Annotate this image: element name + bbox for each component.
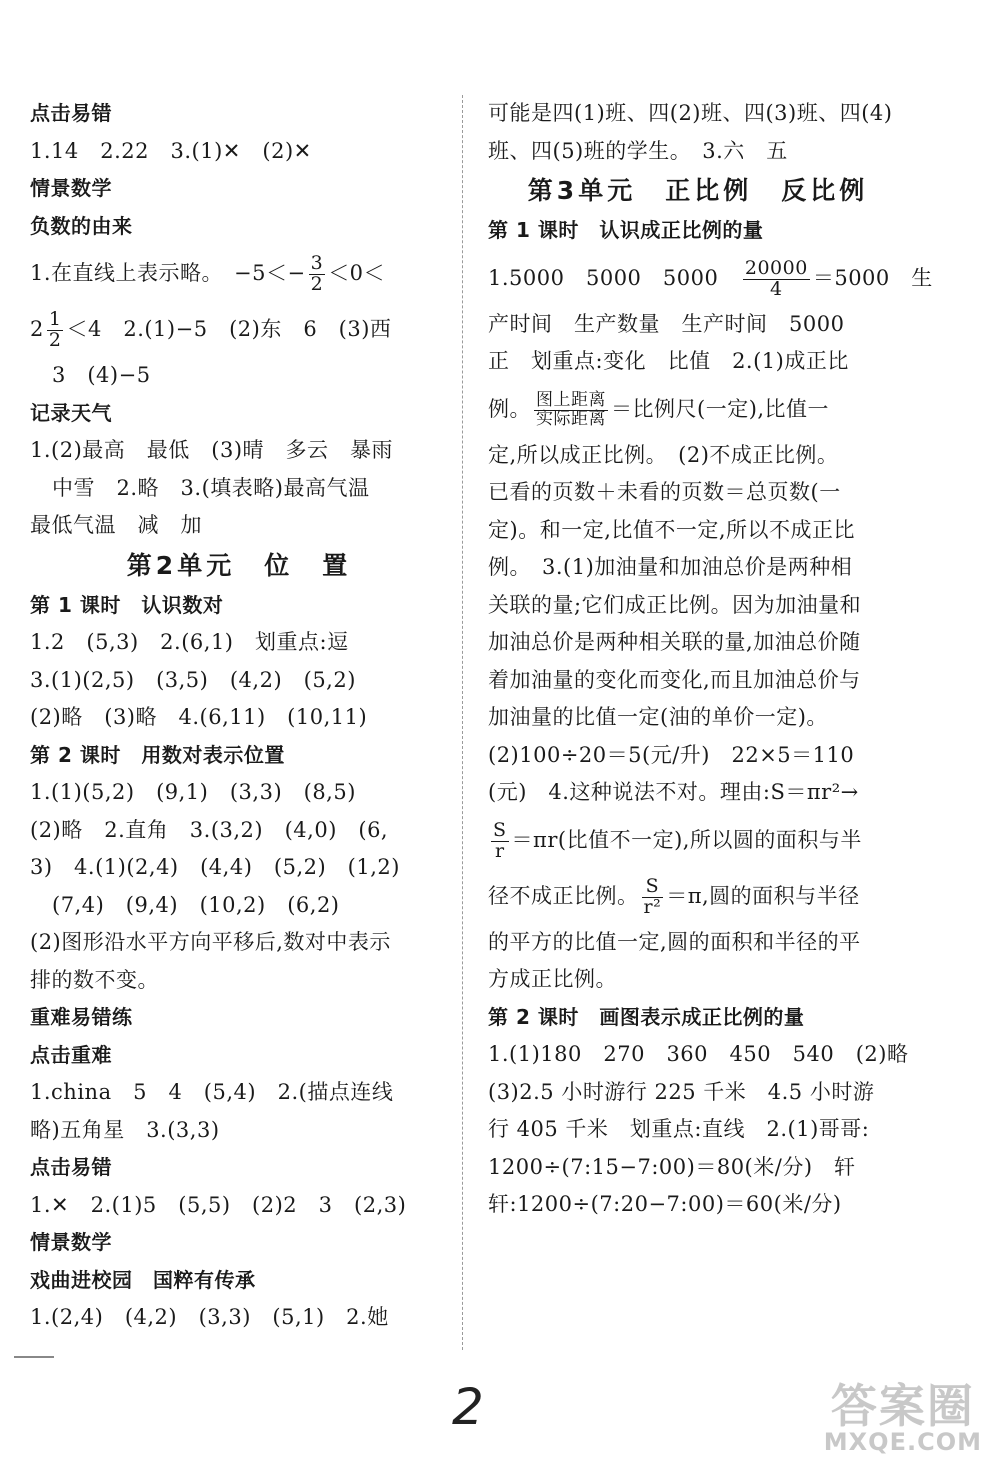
- fraction-denominator: 实际距离: [536, 408, 606, 429]
- answer-line: 中雪 2.略 3.(填表略)最高气温: [52, 475, 370, 500]
- watermark-logo: [823, 1378, 982, 1456]
- answer-line: 方成正比例。: [488, 967, 617, 991]
- fraction: [47, 310, 64, 351]
- answer-line: 3) 4.(1)(2,4) (4,4) (5,2) (1,2): [30, 855, 400, 879]
- section-heading: 第 2 课时 用数对表示位置: [30, 742, 285, 767]
- answer-line: 排的数不变。: [30, 967, 159, 992]
- fraction: [491, 818, 509, 862]
- fraction-denominator: 2: [310, 273, 324, 295]
- unit-title: 第3单元 正比例 反比例: [527, 176, 869, 205]
- section-heading: 重难易错练: [30, 1005, 133, 1029]
- answer-line: 1.(1)(5,2) (9,1) (3,3) (8,5): [30, 780, 356, 804]
- section-heading: 第 1 课时 认识数对: [30, 592, 224, 617]
- section-heading: 点击易错: [30, 101, 112, 125]
- answer-line: 3.(1)(2,5) (3,5) (4,2) (5,2): [30, 667, 356, 692]
- line-text-after: ＜0＜: [328, 261, 386, 285]
- answer-line: 加油量的比值一定(油的单价一定)。: [488, 705, 828, 729]
- answer-line: 例。 3.(1)加油量和加油总价是两种相: [488, 555, 853, 579]
- section-heading: 情景数学: [30, 1230, 112, 1254]
- line-text-after: ＝πr(比值不一定),所以圆的面积与半: [511, 827, 862, 852]
- fraction-numerator: 3: [310, 252, 324, 275]
- section-heading: 点击重难: [30, 1042, 112, 1067]
- answer-line: 1.(1)180 270 360 450 540 (2)略: [488, 1042, 909, 1066]
- answer-line: (7,4) (9,4) (10,2) (6,2): [52, 892, 340, 917]
- watermark-text: 答案圈: [830, 1378, 975, 1433]
- section-heading: 负数的由来: [30, 213, 133, 238]
- answer-line: 1.china 5 4 (5,4) 2.(描点连线: [30, 1080, 394, 1104]
- answer-line-with-fraction: [488, 250, 933, 306]
- fraction-denominator: r²: [643, 895, 662, 918]
- answer-line: 定,所以成正比例。 (2)不成正比例。: [488, 442, 839, 467]
- answer-line: 班、四(5)班的学生。 3.六 五: [488, 138, 788, 163]
- section-heading: 第 2 课时 画图表示成正比例的量: [488, 1004, 805, 1029]
- answer-line: 产时间 生产数量 生产时间 5000: [488, 311, 845, 336]
- section-heading: 记录天气: [30, 400, 112, 425]
- line-text-before: 1.在直线上表示略。 −5＜−: [30, 261, 306, 285]
- fraction-numerator: 1: [48, 308, 62, 331]
- answer-line: 1.(2)最高 最低 (3)晴 多云 暴雨: [30, 438, 394, 462]
- answer-line: (2)略 2.直角 3.(3,2) (4,0) (6,: [30, 817, 389, 842]
- answer-line-with-fraction: [30, 301, 448, 357]
- answer-line-with-fraction: [488, 868, 908, 924]
- line-text-after: ＝5000 生: [812, 265, 933, 290]
- answer-line: 定)。和一定,比值不一定,所以不成正比: [488, 517, 856, 542]
- answer-line: 加油总价是两种相关联的量,加油总价随: [488, 630, 861, 654]
- answer-line: 略)五角星 3.(3,3): [30, 1117, 220, 1142]
- answer-line: 1.(2,4) (4,2) (3,3) (5,1) 2.她: [30, 1305, 389, 1329]
- line-text-before: 例。: [488, 396, 531, 421]
- answer-line: 正 划重点:变化 比值 2.(1)成正比: [488, 349, 849, 373]
- fraction: [534, 389, 608, 429]
- answer-line: (2)图形沿水平方向平移后,数对中表示: [30, 930, 391, 954]
- section-heading: 情景数学: [30, 176, 112, 200]
- fraction: [309, 254, 326, 295]
- answer-line: (2)略 (3)略 4.(6,11) (10,11): [30, 705, 368, 729]
- fraction-numerator: S: [642, 877, 664, 898]
- page-number: 2: [452, 1378, 484, 1436]
- answer-line: 最低气温 减 加: [30, 513, 202, 537]
- unit-title: 第2单元 位 置: [126, 550, 352, 580]
- section-heading: 点击易错: [30, 1155, 112, 1179]
- fraction-numerator: S: [493, 818, 507, 841]
- fraction: [642, 874, 664, 918]
- answer-line: 已看的页数＋未看的页数＝总页数(一: [488, 480, 841, 504]
- column-divider: [462, 95, 463, 1350]
- answer-line: 3 (4)−5: [52, 363, 151, 387]
- answer-line: 行 405 千米 划重点:直线 2.(1)哥哥:: [488, 1117, 870, 1141]
- section-heading: 第 1 课时 认识成正比例的量: [488, 218, 764, 242]
- fraction-denominator: r: [494, 839, 505, 862]
- fraction-numerator: 20000: [744, 256, 808, 279]
- line-text-before: 径不成正比例。: [488, 883, 639, 908]
- answer-line: 轩:1200÷(7:20−7:00)＝60(米/分): [488, 1192, 842, 1216]
- answer-line: 1.14 2.22 3.(1)✕ (2)✕: [30, 138, 312, 163]
- answer-line: (2)100÷20＝5(元/升) 22×5＝110: [488, 742, 855, 767]
- answer-line: (元) 4.这种说法不对。理由:S＝πr²→: [488, 780, 859, 804]
- answer-line: 1.✕ 2.(1)5 (5,5) (2)2 3 (2,3): [30, 1192, 407, 1217]
- section-heading: 戏曲进校园 国粹有传承: [30, 1267, 256, 1292]
- answer-line: 1.2 (5,3) 2.(6,1) 划重点:逗: [30, 630, 349, 654]
- answer-line: 关联的量;它们成正比例。因为加油量和: [488, 592, 862, 617]
- line-text-after: ＜4 2.(1)−5 (2)东 6 (3)西: [66, 317, 392, 341]
- left-column: [30, 95, 448, 1337]
- fraction-denominator: 2: [48, 329, 62, 351]
- answer-line: 的平方的比值一定,圆的面积和半径的平: [488, 929, 861, 954]
- answer-line: 1200÷(7:15−7:00)＝80(米/分) 轩: [488, 1154, 856, 1179]
- answer-line-with-fraction: [488, 812, 908, 868]
- watermark-url: MXQE.COM: [823, 1427, 982, 1456]
- answer-line: (3)2.5 小时游行 225 千米 4.5 小时游: [488, 1079, 875, 1104]
- corner-mark: [14, 1356, 54, 1364]
- answer-line: 可能是四(1)班、四(2)班、四(3)班、四(4): [488, 101, 893, 125]
- line-text-after: ＝比例尺(一定),比值一: [611, 396, 830, 421]
- right-column: [488, 95, 933, 1224]
- mixed-number-whole: 2: [30, 317, 44, 341]
- fraction: [743, 256, 810, 300]
- fraction-numerator: 图上距离: [536, 389, 606, 410]
- answer-line-with-fraction: [30, 245, 448, 301]
- fraction-denominator: 4: [770, 277, 783, 300]
- line-text-after: ＝π,圆的面积与半径: [666, 883, 860, 908]
- answer-line: 着加油量的变化而变化,而且加油总价与: [488, 667, 861, 692]
- answer-line-with-fraction: [488, 381, 908, 437]
- line-text-before: 1.5000 5000 5000: [488, 265, 740, 290]
